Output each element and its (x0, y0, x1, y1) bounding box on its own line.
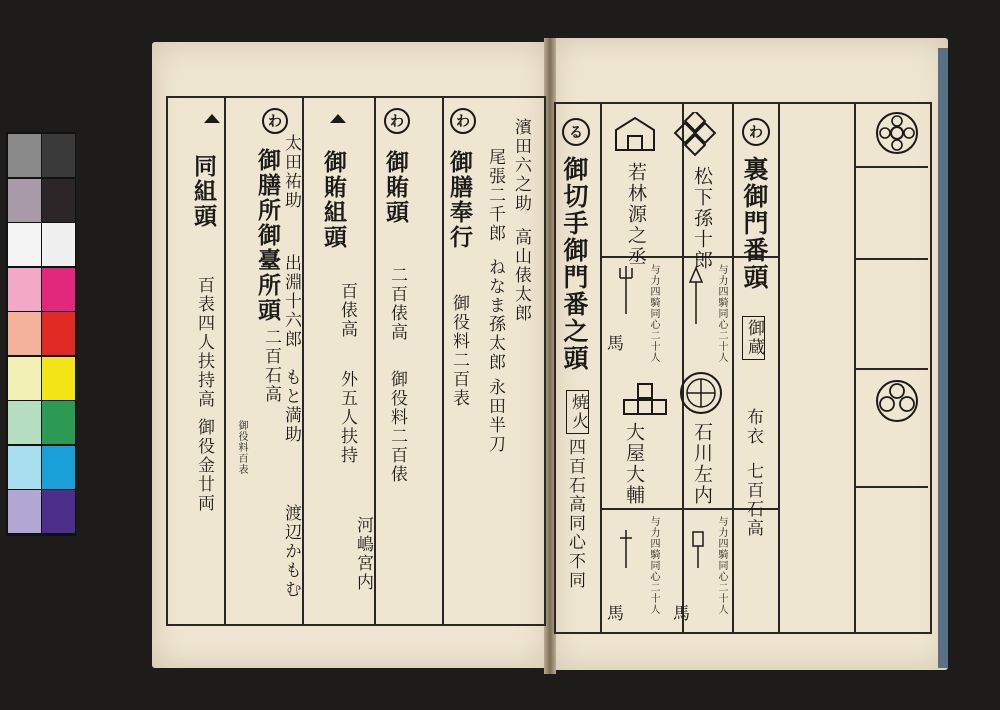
open-book (152, 38, 952, 674)
person-name: 永田半刀 (485, 378, 505, 454)
color-swatch (42, 401, 75, 444)
person-name: 石川左内 (691, 422, 713, 506)
family-crest-icon (874, 378, 920, 424)
family-crest-icon (874, 110, 920, 156)
person-name: 濱田六之助 (511, 118, 531, 213)
column-rule (302, 98, 304, 624)
color-swatch (8, 179, 41, 222)
column-rule (682, 104, 684, 632)
person-name: 渡辺かもむ (281, 504, 301, 599)
stipend-text: 二百俵高 (387, 266, 407, 342)
office-title: 御膳所御臺所頭 (254, 148, 281, 323)
stipend-text: 百俵高 (337, 282, 357, 339)
grid-rule (856, 166, 928, 168)
person-name: 松下孫十郎 (691, 166, 713, 271)
color-swatch (42, 268, 75, 311)
grid-rule (856, 368, 928, 370)
spear-icon (618, 530, 634, 570)
house-crest-icon (612, 114, 658, 154)
badge: 焼火 (566, 390, 589, 434)
color-swatch (42, 490, 75, 533)
office-title: 御膳奉行 (446, 150, 473, 250)
column-rule (224, 98, 226, 624)
color-swatch (42, 179, 75, 222)
stipend-text: 二百石高 (261, 328, 281, 404)
column-rule (732, 104, 734, 632)
rank-text: 布衣 (743, 408, 763, 446)
color-swatch (42, 446, 75, 489)
family-crest-icon (678, 370, 724, 416)
stipend-text: 百表四人扶持高 (194, 276, 214, 409)
person-name: 若林源之丞 (625, 162, 647, 267)
color-swatch (42, 357, 75, 400)
column-rule (778, 104, 780, 632)
standard-banner-icon (688, 266, 704, 326)
color-swatch (8, 223, 41, 266)
office-title: 御賄組頭 (320, 150, 347, 250)
office-title: 御賄頭 (382, 150, 409, 225)
box-crest-icon (622, 382, 668, 418)
office-title: 御切手御門番之頭 (560, 156, 589, 372)
allowance-text: 御役料二百俵 (387, 370, 407, 484)
person-name: 河嶋宮内 (353, 516, 373, 592)
color-swatch (42, 312, 75, 355)
office-title: 同組頭 (190, 154, 217, 229)
person-name: 尾張二千郎 (485, 148, 505, 243)
wa-circle-marker: わ (742, 118, 770, 146)
stipend-note: 御役料百表 (236, 420, 247, 475)
ru-circle-marker: る (562, 118, 590, 146)
color-swatch (8, 312, 41, 355)
diamond-crest-icon (672, 112, 720, 156)
horse-label: 馬 (603, 334, 623, 353)
horse-label: 馬 (669, 604, 689, 623)
person-name: 大屋大輔 (623, 422, 645, 506)
person-name: 出淵十六郎 (281, 254, 301, 349)
triangle-marker-icon (204, 114, 220, 123)
book-cover-edge (938, 48, 948, 668)
allowance-text: 同心不同 (565, 514, 585, 590)
wa-circle-marker: わ (384, 108, 410, 134)
allowance-text: 外五人扶持 (337, 370, 357, 465)
wa-circle-marker: わ (262, 108, 288, 134)
retainer-text: 与力四騎同心二十人 (716, 264, 727, 363)
color-swatch (8, 446, 41, 489)
allowance-text: 御役料二百表 (449, 294, 469, 408)
color-swatch (8, 401, 41, 444)
office-title: 裏御門番頭 (740, 156, 769, 291)
color-swatch (8, 134, 41, 177)
column-rule (600, 104, 602, 632)
color-swatch (8, 357, 41, 400)
stipend-text: 七百石高 (743, 462, 763, 538)
horse-label: 馬 (603, 604, 623, 623)
grid-rule (856, 486, 928, 488)
allowance-text: 御役金廿両 (194, 418, 214, 513)
spear-icon (618, 266, 634, 316)
badge: 御蔵 (742, 316, 765, 360)
color-swatch (8, 268, 41, 311)
stipend-text: 四百石高 (565, 438, 585, 514)
person-name: もと満助 (281, 368, 301, 444)
color-swatch (42, 134, 75, 177)
retainer-text: 与力四騎同心二十人 (716, 516, 727, 615)
person-name: 高山俵太郎 (511, 228, 531, 323)
column-rule (442, 98, 444, 624)
person-name: ねなま孫太郎 (485, 258, 505, 372)
column-rule (374, 98, 376, 624)
standard-banner-icon (690, 530, 706, 570)
grid-rule (856, 258, 928, 260)
color-swatch (42, 223, 75, 266)
color-swatch (8, 490, 41, 533)
wa-circle-marker: わ (450, 108, 476, 134)
retainer-text: 与力四騎同心二十人 (648, 516, 659, 615)
person-name: 太田祐助 (281, 134, 301, 210)
retainer-text: 与力四騎同心二十人 (648, 264, 659, 363)
triangle-marker-icon (330, 114, 346, 123)
color-calibration-card (6, 132, 76, 536)
